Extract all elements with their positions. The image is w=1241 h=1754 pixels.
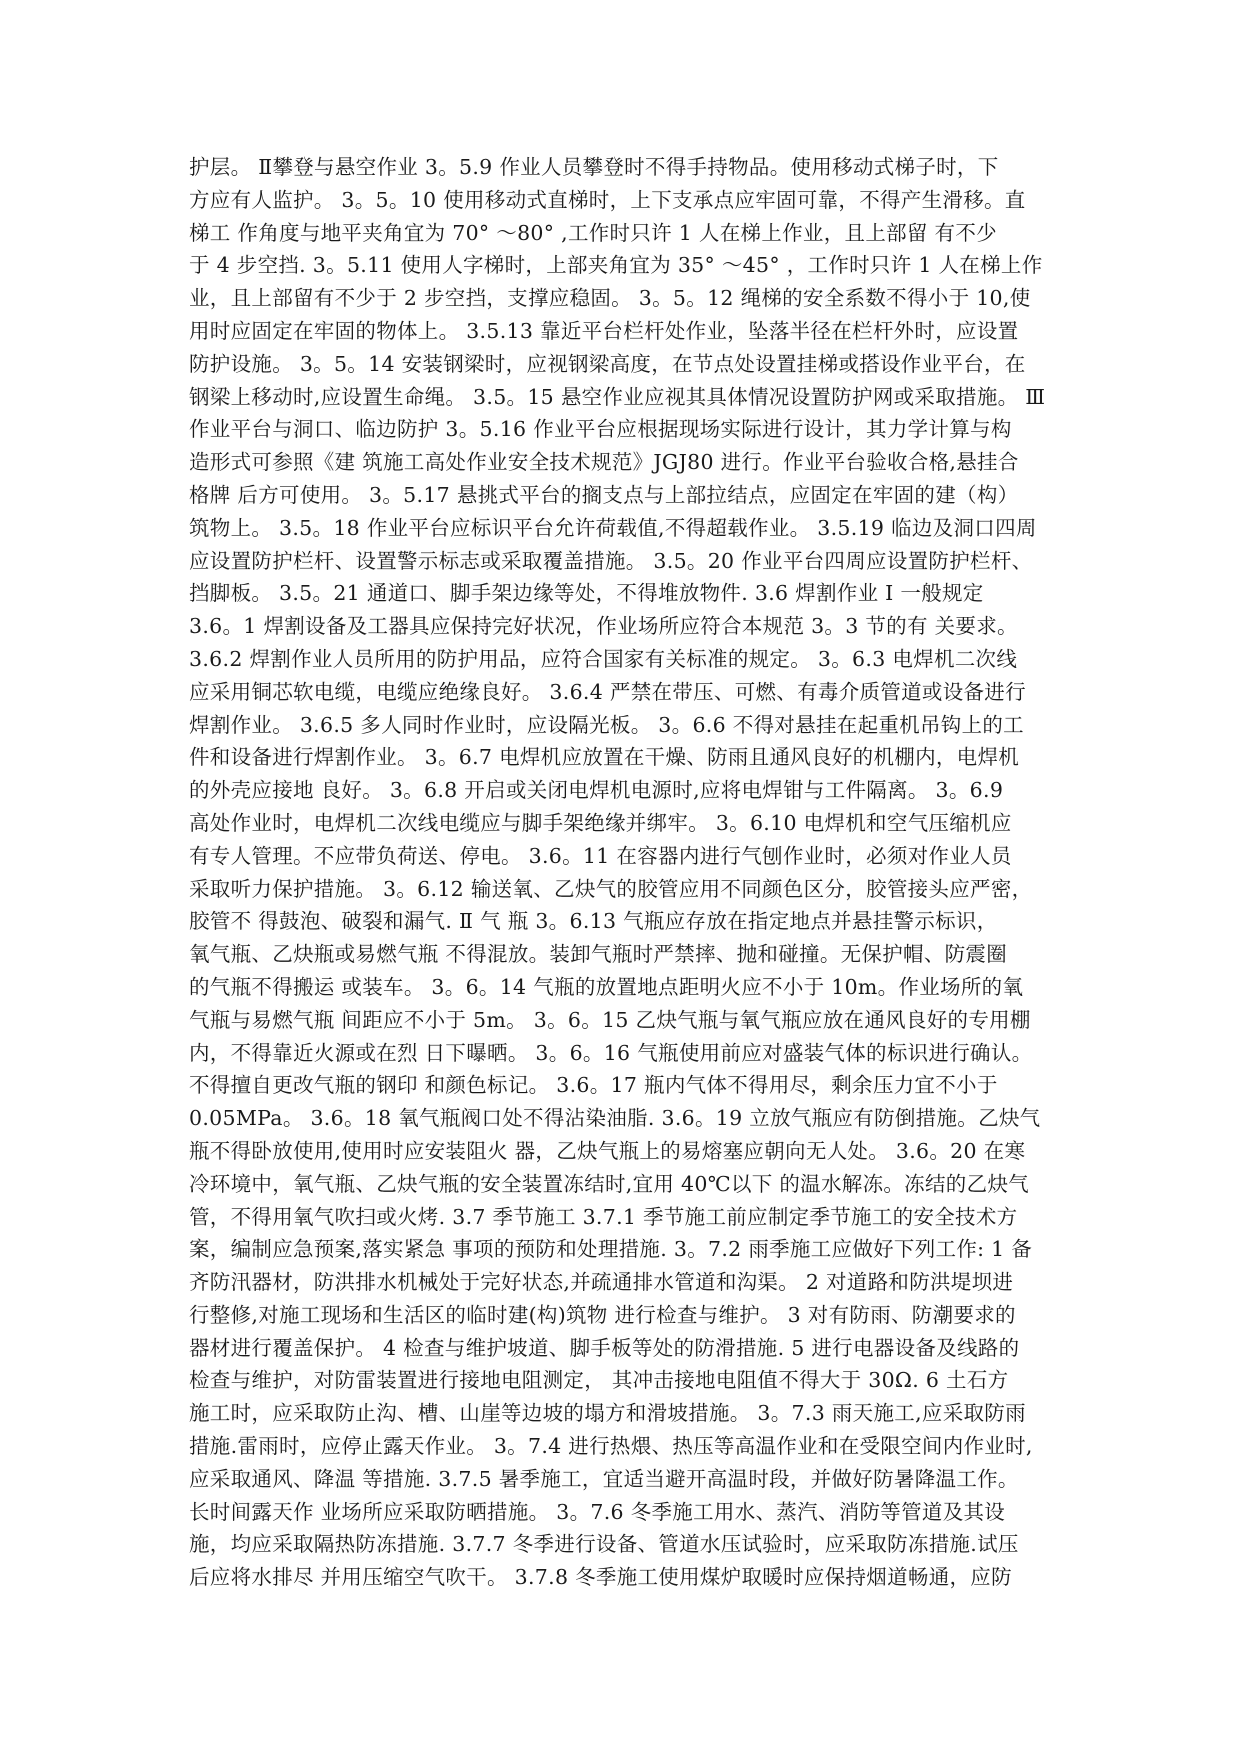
text-line: 3.6.2 焊割作业人员所用的防护用品，应符合国家有关标准的规定。 3。6.3 电焊机二次线 — [189, 646, 1018, 671]
text-line: 措施.雷雨时，应停止露天作业。 3。7.4 进行热煨、热压等高温作业和在受限空间内作业时, — [189, 1434, 1033, 1459]
text-line: 气瓶与易燃气瓶 间距应不小于 5m。 3。6。15 乙炔气瓶与氧气瓶应放在通风良好的专用棚 — [189, 1007, 1031, 1032]
text-line: 后应将水排尽 并用压缩空气吹干。 3.7.8 冬季施工使用煤炉取暖时应保持烟道畅通，应防 — [189, 1565, 1012, 1590]
text-line: 方应有人监护。 3。5。10 使用移动式直梯时，上下支承点应牢固可靠，不得产生滑移。直 — [189, 187, 1026, 212]
text-line: 焊割作业。 3.6.5 多人同时作业时，应设隔光板。 3。6.6 不得对悬挂在起重机吊钩上的工 — [189, 712, 1024, 737]
text-line: 不得擅自更改气瓶的钢印 和颜色标记。 3.6。17 瓶内气体不得用尽，剩余压力宜不小于 — [189, 1073, 998, 1098]
text-line: 的气瓶不得搬运 或装车。 3。6。14 气瓶的放置地点距明火应不小于 10m。作业场所的氧 — [189, 974, 1024, 999]
text-line: 长时间露天作 业场所应采取防晒措施。 3。7.6 冬季施工用水、蒸汽、消防等管道及其设 — [189, 1499, 1006, 1524]
text-line: 冷环境中，氧气瓶、乙炔气瓶的安全装置冻结时,宜用 40℃以下 的温水解冻。冻结的乙炔气 — [189, 1171, 1029, 1196]
text-line: 检查与维护，对防雷装置进行接地电阻测定， 其冲击接地电阻值不得大于 30Ω. 6 土石方 — [189, 1368, 1009, 1393]
text-line: 应设置防护栏杆、设置警示标志或采取覆盖措施。 3.5。20 作业平台四周应设置防护栏杆、 — [189, 548, 1033, 573]
text-line: 有专人管理。不应带负荷送、停电。 3.6。11 在容器内进行气刨作业时，必须对作业人员 — [189, 843, 1012, 868]
text-line: 作业平台与洞口、临边防护 3。5.16 作业平台应根据现场实际进行设计，其力学计算与构 — [189, 417, 1012, 442]
text-line: 胶管不 得鼓泡、破裂和漏气. Ⅱ 气 瓶 3。6.13 气瓶应存放在指定地点并悬挂警示标识， — [189, 909, 998, 934]
text-line: 0.05MPa。 3.6。18 氧气瓶阀口处不得沾染油脂. 3.6。19 立放气瓶应有防倒措施。乙炔气 — [189, 1106, 1041, 1131]
text-line: 用时应固定在牢固的物体上。 3.5.13 靠近平台栏杆处作业，坠落半径在栏杆外时，应设置 — [189, 318, 1019, 343]
text-line: 施，均应采取隔热防冻措施. 3.7.7 冬季进行设备、管道水压试验时，应采取防冻措施.试压 — [189, 1532, 1019, 1557]
text-line: 筑物上。 3.5。18 作业平台应标识平台允许荷载值,不得超载作业。 3.5.19 临边及洞口四周 — [189, 515, 1037, 540]
text-line: 应采用铜芯软电缆，电缆应绝缘良好。 3.6.4 严禁在带压、可燃、有毒介质管道或设备进行 — [189, 679, 1026, 704]
text-line: 件和设备进行焊割作业。 3。6.7 电焊机应放置在干燥、防雨且通风良好的机棚内，电焊机 — [189, 745, 1020, 770]
text-line: 内，不得靠近火源或在烈 日下曝晒。 3。6。16 气瓶使用前应对盛装气体的标识进行确认。 — [189, 1040, 1033, 1065]
text-line: 氧气瓶、乙炔瓶或易燃气瓶 不得混放。装卸气瓶时严禁摔、抛和碰撞。无保护帽、防震圈 — [189, 942, 1008, 967]
text-line: 造形式可参照《建 筑施工高处作业安全技术规范》JGJ80 进行。作业平台验收合格,悬挂合 — [189, 450, 1019, 475]
text-line: 案，编制应急预案,落实紧急 事项的预防和处理措施. 3。7.2 雨季施工应做好下列工作: 1 备 — [189, 1237, 1033, 1262]
text-line: 行整修,对施工现场和生活区的临时建(构)筑物 进行检查与维护。 3 对有防雨、防潮要求的 — [189, 1302, 1016, 1327]
text-line: 格牌 后方可使用。 3。5.17 悬挑式平台的搁支点与上部拉结点，应固定在牢固的建（构） — [189, 482, 1019, 507]
text-line: 于 4 步空挡. 3。5.11 使用人字梯时，上部夹角宜为 35° ～45° ，工作时只许 1 人在梯上作 — [189, 253, 1043, 278]
text-line: 应采取通风、降温 等措施. 3.7.5 暑季施工，宜适当避开高温时段，并做好防暑降温工作。 — [189, 1466, 1019, 1491]
text-line: 高处作业时，电焊机二次线电缆应与脚手架绝缘并绑牢。 3。6.10 电焊机和空气压缩机应 — [189, 810, 1012, 835]
text-line: 钢梁上移动时,应设置生命绳。 3.5。15 悬空作业应视其具体情况设置防护网或采取措施。 Ⅲ — [189, 384, 1046, 409]
text-line: 护层。 Ⅱ攀登与悬空作业 3。5.9 作业人员攀登时不得手持物品。使用移动式梯子时，下 — [189, 155, 999, 179]
text-line: 业，且上部留有不少于 2 步空挡，支撑应稳固。 3。5。12 绳梯的安全系数不得小于 10,使 — [189, 286, 1031, 311]
text-line: 防护设施。 3。5。14 安装钢梁时，应视钢梁高度，在节点处设置挂梯或搭设作业平台，在 — [189, 351, 1026, 376]
text-line: 瓶不得卧放使用,使用时应安装阻火 器，乙炔气瓶上的易熔塞应朝向无人处。 3.6。20 在寒 — [189, 1138, 1026, 1163]
text-line: 管，不得用氧气吹扫或火烤. 3.7 季节施工 3.7.1 季节施工前应制定季节施工的安全技术方 — [189, 1204, 1018, 1229]
text-line: 施工时，应采取防止沟、槽、山崖等边坡的塌方和滑坡措施。 3。7.3 雨天施工,应采取防雨 — [189, 1401, 1026, 1426]
text-line: 3.6。1 焊割设备及工器具应保持完好状况，作业场所应符合本规范 3。3 节的有 关要求。 — [189, 614, 1018, 639]
body-text — [189, 151, 1069, 1594]
text-line: 的外壳应接地 良好。 3。6.8 开启或关闭电焊机电源时,应将电焊钳与工件隔离。 3。6.9 — [189, 778, 1004, 803]
text-line: 梯工 作角度与地平夹角宜为 70° ～80° ,工作时只许 1 人在梯上作业，且上部留 有不少 — [189, 220, 997, 245]
text-line: 采取听力保护措施。 3。6.12 输送氧、乙炔气的胶管应用不同颜色区分，胶管接头应严密， — [189, 876, 1033, 901]
text-line: 挡脚板。 3.5。21 通道口、脚手架边缘等处，不得堆放物件. 3.6 焊割作业 Ⅰ 一般规定 — [189, 581, 984, 606]
text-line: 齐防汛器材，防洪排水机械处于完好状态,并疏通排水管道和沟渠。 2 对道路和防洪堤坝进 — [189, 1270, 1014, 1295]
text-line: 器材进行覆盖保护。 4 检查与维护坡道、脚手板等处的防滑措施. 5 进行电器设备及线路的 — [189, 1335, 1020, 1360]
